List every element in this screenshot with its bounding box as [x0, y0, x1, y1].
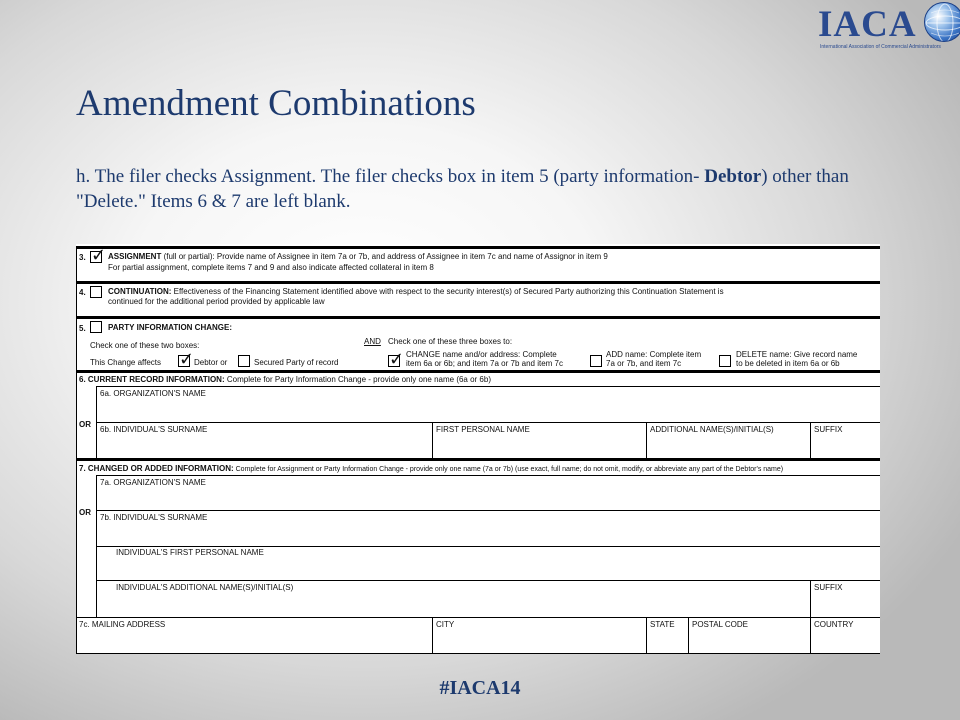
section-7-top-rule [76, 458, 880, 461]
s5-add-line1: ADD name: Complete item [606, 350, 702, 359]
s4-continuation-checkbox[interactable] [90, 286, 102, 298]
s7-city-label: CITY [436, 620, 455, 629]
s3-number: 3. [79, 253, 86, 262]
s6-or: OR [79, 420, 91, 429]
s5-secured-party: Secured Party of record [254, 358, 339, 367]
s4-line1 [108, 287, 724, 297]
s6-col-divider-1 [432, 422, 433, 458]
s5-change-line2: item 6a or 6b; and item 7a or 7b and item 7c [406, 359, 563, 368]
s7-additional-name-label: INDIVIDUAL'S ADDITIONAL NAME(S)/INITIAL(S) [116, 583, 294, 592]
s4-number: 4. [79, 288, 86, 297]
s3-line2: For partial assignment, complete items 7 and 9 and also indicate affected collateral in item 8 [108, 263, 434, 272]
s6-title-line [79, 375, 491, 385]
s5-delete-checkbox[interactable] [719, 355, 731, 367]
s6-title-rest: Complete for Party Information Change - provide only one name (6a or 6b) [226, 375, 491, 384]
section-4-top-rule [76, 281, 880, 284]
s7-title-line [79, 464, 783, 475]
s7-mailing-address-label: 7c. MAILING ADDRESS [79, 620, 166, 629]
slide-title: Amendment Combinations [76, 83, 476, 124]
s5-add-checkbox[interactable] [590, 355, 602, 367]
s6-first-name-label: FIRST PERSONAL NAME [436, 425, 530, 434]
s6-col-divider-3 [810, 422, 811, 458]
s7-title-rest: Complete for Assignment or Party Information Change - provide only one name (7a or 7b) (use exact, full name; do not omit, modify, or abbreviate any part of the Debtor's name) [235, 466, 784, 473]
s5-add-line2: 7a or 7b, and item 7c [606, 359, 682, 368]
s5-number: 5. [79, 324, 86, 333]
s7-header-rule [96, 475, 880, 476]
s7c-col-divider-1 [432, 617, 433, 654]
s4-title: CONTINUATION: [108, 287, 172, 296]
form-left-border [76, 247, 77, 654]
s5-change-checkmark-icon: ✓ [389, 349, 405, 370]
s5-debtor-or: Debtor or [194, 358, 228, 367]
s7-suffix-label: SUFFIX [814, 583, 843, 592]
s3-line1 [108, 252, 608, 262]
s3-checkmark-icon: ✓ [91, 245, 107, 266]
s6-additional-name-label: ADDITIONAL NAME(S)/INITIAL(S) [650, 425, 774, 434]
desc-bold: Debtor [704, 166, 762, 187]
s6-surname-label: 6b. INDIVIDUAL'S SURNAME [100, 425, 208, 434]
s5-this-change-affects: This Change affects [90, 358, 162, 367]
s6-title: 6. CURRENT RECORD INFORMATION: [79, 375, 225, 384]
s3-line1-rest: (full or partial): Provide name of Assignee in item 7a or 7b, and address of Assignee in item 7c and name of Assignor in item 9 [163, 252, 608, 261]
footer-hashtag: #IACA14 [439, 677, 521, 699]
section-3-top-rule [76, 246, 880, 249]
s4-line2: continued for the additional period provided by applicable law [108, 297, 325, 306]
s5-check-one-three: Check one of these three boxes to: [388, 337, 513, 346]
slide-description [76, 164, 896, 214]
s7-org-name-label: 7a. ORGANIZATION'S NAME [100, 478, 206, 487]
s5-delete-line2: to be deleted in item 6a or 6b [736, 359, 840, 368]
logo-subtitle: International Association of Commercial Administrators [820, 44, 941, 50]
s7-surname-label: 7b. INDIVIDUAL'S SURNAME [100, 513, 208, 522]
ucc-amendment-form [76, 244, 880, 654]
s5-check-one-two: Check one of these two boxes: [90, 341, 200, 350]
s7-country-label: COUNTRY [814, 620, 854, 629]
s4-line1-rest: Effectiveness of the Financing Statement identified above with respect to the security interest(s) of Secured Party authorizing this Continuation Statement is [173, 287, 724, 296]
s7-first-name-label: INDIVIDUAL'S FIRST PERSONAL NAME [116, 548, 264, 557]
logo-text: IACA [818, 4, 917, 45]
s5-secured-party-checkbox[interactable] [238, 355, 250, 367]
s5-title: PARTY INFORMATION CHANGE: [108, 323, 232, 332]
form-bottom-rule [76, 653, 880, 654]
s6-mid-rule [96, 422, 880, 423]
s7-rule-1 [96, 510, 880, 511]
s5-party-info-checkbox[interactable] [90, 321, 102, 333]
globe-icon [924, 2, 960, 42]
desc-part2: ) other than "Delete." Items 6 & 7 are left blank. [76, 166, 849, 212]
s7-title: 7. CHANGED OR ADDED INFORMATION: [79, 464, 234, 473]
s5-change-line1: CHANGE name and/or address: Complete [406, 350, 557, 359]
s6-suffix-label: SUFFIX [814, 425, 843, 434]
s5-debtor-checkmark-icon: ✓ [179, 349, 195, 370]
s5-and: AND [364, 337, 381, 346]
s6-org-name-label: 6a. ORGANIZATION'S NAME [100, 389, 206, 398]
s7-state-label: STATE [650, 620, 675, 629]
iaca-logo [808, 0, 960, 62]
s7c-col-divider-3 [688, 617, 689, 654]
s7c-top-rule [76, 617, 880, 618]
desc-part1: h. The filer checks Assignment. The filer checks box in item 5 (party information- [76, 166, 700, 187]
s7-or: OR [79, 508, 91, 517]
s6-header-rule [96, 386, 880, 387]
section-5-top-rule [76, 316, 880, 319]
s3-title: ASSIGNMENT [108, 252, 162, 261]
s7-postal-code-label: POSTAL CODE [692, 620, 749, 629]
section-6-top-rule [76, 370, 880, 373]
s7c-col-divider-4 [810, 617, 811, 654]
s7-suffix-divider [810, 580, 811, 617]
s6-col-divider-2 [646, 422, 647, 458]
s7c-col-divider-2 [646, 617, 647, 654]
s7-rule-2 [96, 546, 880, 547]
s5-delete-line1: DELETE name: Give record name [736, 350, 858, 359]
s7-rule-3 [96, 580, 880, 581]
